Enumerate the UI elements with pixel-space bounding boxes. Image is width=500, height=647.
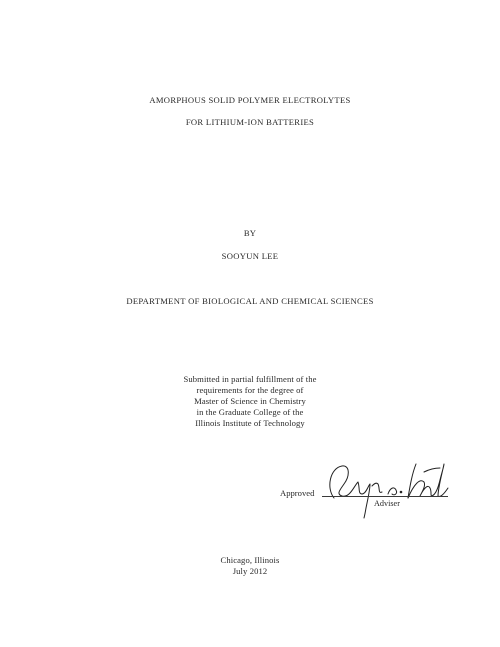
adviser-signature (320, 458, 450, 520)
submission-line-1: Submitted in partial fulfillment of the (183, 374, 317, 384)
by-label: BY (243, 228, 257, 238)
submission-line-2: requirements for the degree of (196, 385, 304, 395)
signature-line (322, 496, 448, 497)
date: July 2012 (232, 566, 268, 576)
author-name: SOOYUN LEE (221, 251, 279, 261)
department-name: DEPARTMENT OF BIOLOGICAL AND CHEMICAL SCIENCES (126, 296, 374, 306)
title-line-2: FOR LITHIUM-ION BATTERIES (185, 117, 315, 127)
submission-line-5: Illinois Institute of Technology (195, 418, 305, 428)
title-line-1: AMORPHOUS SOLID POLYMER ELECTROLYTES (149, 95, 351, 105)
submission-line-3: Master of Science in Chemistry (194, 396, 306, 406)
place: Chicago, Illinois (220, 555, 280, 565)
adviser-label: Adviser (374, 499, 400, 508)
submission-line-4: in the Graduate College of the (196, 407, 304, 417)
approval-block (280, 458, 460, 518)
approved-label: Approved (280, 488, 315, 498)
